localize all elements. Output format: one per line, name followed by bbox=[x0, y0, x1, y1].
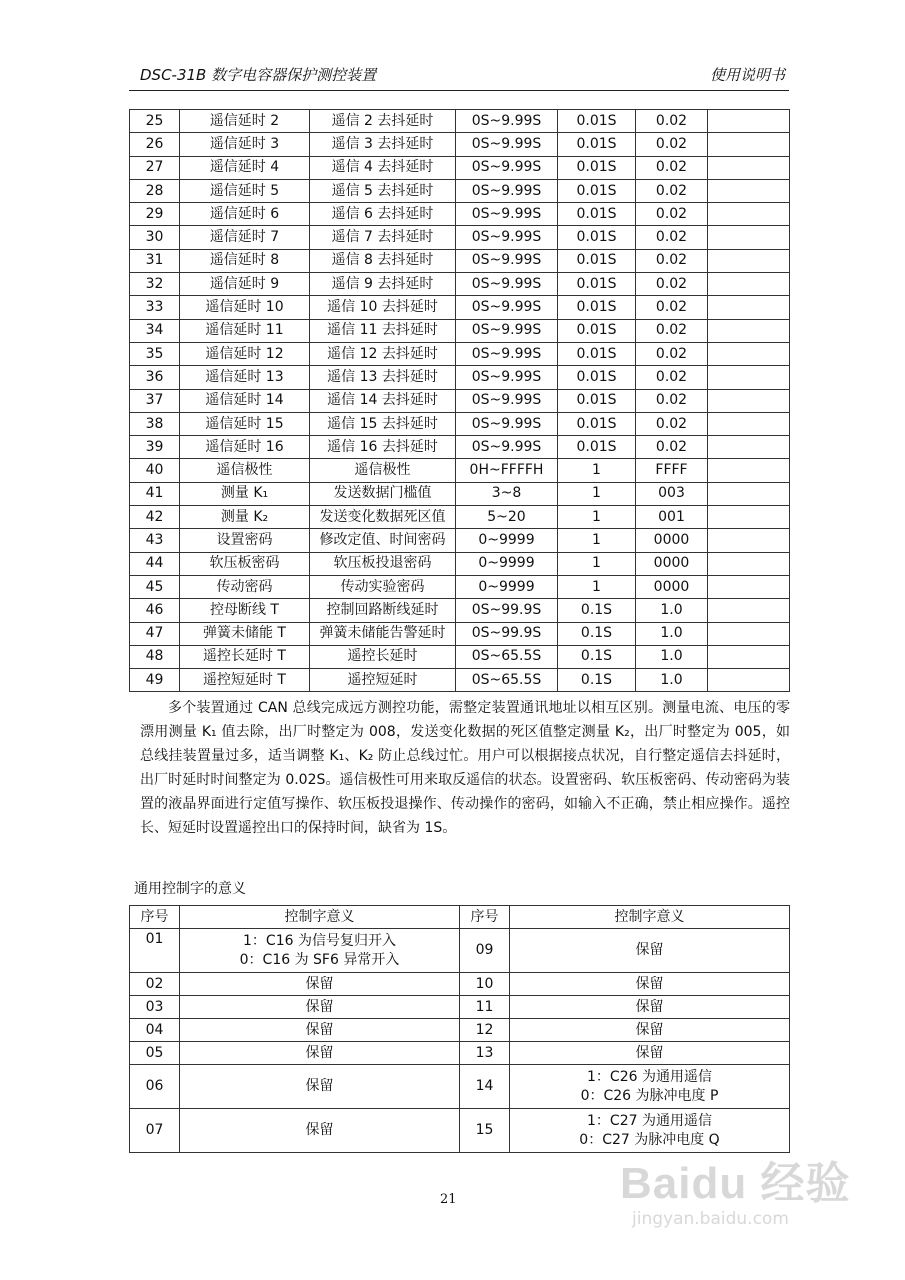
param-name: 遥控长延时 T bbox=[180, 645, 310, 668]
param-range: 0S~65.5S bbox=[456, 645, 558, 668]
meaning-line: 保留 bbox=[635, 975, 664, 992]
param-step: 1 bbox=[558, 552, 636, 575]
table-row bbox=[130, 1019, 790, 1042]
param-desc: 遥控长延时 bbox=[310, 645, 456, 668]
table-row bbox=[130, 996, 790, 1019]
param-no: 41 bbox=[130, 482, 180, 505]
param-range: 0~9999 bbox=[456, 529, 558, 552]
parameter-table bbox=[129, 109, 790, 692]
param-default: 0.02 bbox=[636, 389, 708, 412]
ctrl-meaning bbox=[180, 996, 460, 1019]
param-empty-cell bbox=[708, 482, 790, 505]
param-step: 0.1S bbox=[558, 669, 636, 692]
ctrl-meaning bbox=[180, 1109, 460, 1153]
param-no: 27 bbox=[130, 156, 180, 179]
param-no: 49 bbox=[130, 669, 180, 692]
param-default: 0.02 bbox=[636, 226, 708, 249]
param-empty-cell bbox=[708, 110, 790, 133]
param-step: 0.01S bbox=[558, 179, 636, 202]
param-empty-cell bbox=[708, 622, 790, 645]
param-default: 0.02 bbox=[636, 436, 708, 459]
param-name: 遥信延时 3 bbox=[180, 133, 310, 156]
param-step: 0.01S bbox=[558, 342, 636, 365]
param-default: 0000 bbox=[636, 529, 708, 552]
param-range: 0S~9.99S bbox=[456, 296, 558, 319]
param-step: 0.01S bbox=[558, 296, 636, 319]
table-row bbox=[130, 273, 790, 296]
ctrl-no: 07 bbox=[130, 1109, 180, 1153]
param-desc: 遥信 12 去抖延时 bbox=[310, 342, 456, 365]
param-range: 0H~FFFFH bbox=[456, 459, 558, 482]
param-no: 29 bbox=[130, 203, 180, 226]
param-desc: 遥信极性 bbox=[310, 459, 456, 482]
param-step: 0.01S bbox=[558, 319, 636, 342]
ctrl-no: 09 bbox=[460, 929, 510, 973]
param-step: 0.01S bbox=[558, 133, 636, 156]
param-name: 测量 K₁ bbox=[180, 482, 310, 505]
param-step: 0.01S bbox=[558, 389, 636, 412]
param-step: 1 bbox=[558, 529, 636, 552]
param-no: 48 bbox=[130, 645, 180, 668]
param-name: 遥信延时 11 bbox=[180, 319, 310, 342]
param-empty-cell bbox=[708, 645, 790, 668]
header-title: DSC-31B 数字电容器保护测控装置 bbox=[140, 66, 377, 84]
param-no: 43 bbox=[130, 529, 180, 552]
param-step: 0.01S bbox=[558, 412, 636, 435]
param-empty-cell bbox=[708, 575, 790, 598]
table-row bbox=[130, 436, 790, 459]
param-range: 0S~9.99S bbox=[456, 110, 558, 133]
param-default: 0.02 bbox=[636, 342, 708, 365]
watermark-url: jingyan.baidu.com bbox=[632, 1209, 789, 1229]
table-row bbox=[130, 296, 790, 319]
param-name: 遥信延时 8 bbox=[180, 249, 310, 272]
header-no-1: 序号 bbox=[130, 906, 180, 929]
control-word-table bbox=[129, 905, 790, 1153]
header-meaning-2: 控制字意义 bbox=[510, 906, 790, 929]
param-range: 0S~9.99S bbox=[456, 226, 558, 249]
ctrl-meaning bbox=[180, 973, 460, 996]
ctrl-no: 03 bbox=[130, 996, 180, 1019]
param-no: 38 bbox=[130, 412, 180, 435]
param-default: 0.02 bbox=[636, 133, 708, 156]
table-row bbox=[130, 389, 790, 412]
param-name: 遥信延时 7 bbox=[180, 226, 310, 249]
param-range: 0S~65.5S bbox=[456, 669, 558, 692]
param-range: 0S~9.99S bbox=[456, 319, 558, 342]
param-empty-cell bbox=[708, 156, 790, 179]
param-step: 0.01S bbox=[558, 203, 636, 226]
param-name: 遥信延时 5 bbox=[180, 179, 310, 202]
param-no: 42 bbox=[130, 506, 180, 529]
ctrl-meaning bbox=[510, 996, 790, 1019]
ctrl-meaning bbox=[510, 929, 790, 973]
ctrl-no: 06 bbox=[130, 1065, 180, 1109]
param-default: 1.0 bbox=[636, 669, 708, 692]
param-empty-cell bbox=[708, 459, 790, 482]
param-no: 47 bbox=[130, 622, 180, 645]
param-no: 40 bbox=[130, 459, 180, 482]
table-row bbox=[130, 1042, 790, 1065]
meaning-line: 保留 bbox=[635, 1021, 664, 1038]
param-range: 0S~9.99S bbox=[456, 249, 558, 272]
param-desc: 遥信 16 去抖延时 bbox=[310, 436, 456, 459]
param-name: 遥控短延时 T bbox=[180, 669, 310, 692]
param-desc: 遥信 4 去抖延时 bbox=[310, 156, 456, 179]
table-row bbox=[130, 645, 790, 668]
param-no: 44 bbox=[130, 552, 180, 575]
param-empty-cell bbox=[708, 412, 790, 435]
table-row bbox=[130, 599, 790, 622]
param-desc: 遥信 9 去抖延时 bbox=[310, 273, 456, 296]
param-default: 003 bbox=[636, 482, 708, 505]
param-range: 0~9999 bbox=[456, 575, 558, 598]
param-no: 39 bbox=[130, 436, 180, 459]
header-meaning-1: 控制字意义 bbox=[180, 906, 460, 929]
param-range: 0S~9.99S bbox=[456, 366, 558, 389]
param-step: 0.01S bbox=[558, 156, 636, 179]
param-no: 35 bbox=[130, 342, 180, 365]
param-desc: 遥控短延时 bbox=[310, 669, 456, 692]
ctrl-meaning bbox=[510, 1109, 790, 1153]
param-name: 遥信延时 16 bbox=[180, 436, 310, 459]
param-no: 31 bbox=[130, 249, 180, 272]
param-default: 0.02 bbox=[636, 179, 708, 202]
table-row bbox=[130, 179, 790, 202]
param-name: 遥信延时 14 bbox=[180, 389, 310, 412]
param-no: 37 bbox=[130, 389, 180, 412]
param-name: 遥信极性 bbox=[180, 459, 310, 482]
param-name: 遥信延时 9 bbox=[180, 273, 310, 296]
table-row bbox=[130, 366, 790, 389]
param-empty-cell bbox=[708, 203, 790, 226]
table-row bbox=[130, 156, 790, 179]
param-range: 0S~9.99S bbox=[456, 179, 558, 202]
table-row bbox=[130, 342, 790, 365]
header-doc-type: 使用说明书 bbox=[709, 66, 785, 84]
param-empty-cell bbox=[708, 342, 790, 365]
param-name: 软压板密码 bbox=[180, 552, 310, 575]
header-divider bbox=[129, 90, 789, 91]
param-default: 0.02 bbox=[636, 203, 708, 226]
param-step: 0.01S bbox=[558, 249, 636, 272]
meaning-line: 0：C16 为 SF6 异常开入 bbox=[239, 951, 400, 968]
param-name: 设置密码 bbox=[180, 529, 310, 552]
param-range: 5~20 bbox=[456, 506, 558, 529]
meaning-line: 保留 bbox=[305, 998, 334, 1015]
table-row bbox=[130, 622, 790, 645]
table-row bbox=[130, 929, 790, 973]
param-name: 控母断线 T bbox=[180, 599, 310, 622]
param-step: 0.1S bbox=[558, 645, 636, 668]
meaning-line: 保留 bbox=[305, 1078, 334, 1094]
param-no: 34 bbox=[130, 319, 180, 342]
param-step: 0.01S bbox=[558, 273, 636, 296]
meaning-line: 保留 bbox=[305, 1044, 334, 1061]
param-no: 25 bbox=[130, 110, 180, 133]
param-step: 1 bbox=[558, 482, 636, 505]
table-row bbox=[130, 1065, 790, 1109]
table-row bbox=[130, 249, 790, 272]
param-step: 0.1S bbox=[558, 622, 636, 645]
param-desc: 遥信 11 去抖延时 bbox=[310, 319, 456, 342]
param-empty-cell bbox=[708, 599, 790, 622]
param-default: 1.0 bbox=[636, 645, 708, 668]
param-empty-cell bbox=[708, 506, 790, 529]
table-row bbox=[130, 226, 790, 249]
param-desc: 遥信 3 去抖延时 bbox=[310, 133, 456, 156]
paragraph-text: 多个装置通过 CAN 总线完成远方测控功能，需整定装置通讯地址以相互区别。测量电流、电压的零漂用测量 K₁ 值去除，出厂时整定为 008，发送变化数据的死区值整定测量 K₂，出厂时整定为 005，如总线挂装置量过多，适当调整 K₁、K₂ 防止总线过忙。用户可以根据接点状况，自行整定遥信去抖延时，出厂时延时时间整定为 0.02S。遥信极性可用来取反遥信的状态。设置密码、软压板密码、传动密码为装置的液晶界面进行定值写操作、软压板投退操作、传动操作的密码，如输入不正确，禁止相应操作。遥控长、短延时设置遥控出口的保持时间，缺省为 1S。 bbox=[140, 700, 790, 836]
table-row bbox=[130, 973, 790, 996]
param-name: 遥信延时 13 bbox=[180, 366, 310, 389]
ctrl-no: 02 bbox=[130, 973, 180, 996]
param-desc: 软压板投退密码 bbox=[310, 552, 456, 575]
meaning-line: 保留 bbox=[305, 1021, 334, 1038]
meaning-line: 保留 bbox=[635, 998, 664, 1015]
param-empty-cell bbox=[708, 366, 790, 389]
header-no-2: 序号 bbox=[460, 906, 510, 929]
ctrl-meaning bbox=[180, 929, 460, 973]
meaning-line: 保留 bbox=[635, 1044, 664, 1061]
param-desc: 遥信 13 去抖延时 bbox=[310, 366, 456, 389]
meaning-line: 保留 bbox=[305, 1122, 334, 1138]
param-no: 46 bbox=[130, 599, 180, 622]
ctrl-no: 10 bbox=[460, 973, 510, 996]
ctrl-no: 05 bbox=[130, 1042, 180, 1065]
param-empty-cell bbox=[708, 226, 790, 249]
param-default: 0.02 bbox=[636, 273, 708, 296]
param-range: 0~9999 bbox=[456, 552, 558, 575]
param-step: 1 bbox=[558, 459, 636, 482]
param-range: 3~8 bbox=[456, 482, 558, 505]
param-range: 0S~9.99S bbox=[456, 436, 558, 459]
param-default: 0.02 bbox=[636, 249, 708, 272]
param-range: 0S~9.99S bbox=[456, 273, 558, 296]
param-step: 1 bbox=[558, 506, 636, 529]
param-desc: 遥信 8 去抖延时 bbox=[310, 249, 456, 272]
param-empty-cell bbox=[708, 669, 790, 692]
param-desc: 遥信 10 去抖延时 bbox=[310, 296, 456, 319]
param-empty-cell bbox=[708, 249, 790, 272]
table-row bbox=[130, 412, 790, 435]
param-name: 遥信延时 10 bbox=[180, 296, 310, 319]
param-desc: 遥信 6 去抖延时 bbox=[310, 203, 456, 226]
meaning-line: 1：C26 为通用遥信 bbox=[587, 1068, 712, 1085]
table-row bbox=[130, 529, 790, 552]
param-desc: 遥信 7 去抖延时 bbox=[310, 226, 456, 249]
meaning-line: 保留 bbox=[305, 975, 334, 992]
param-default: 0.02 bbox=[636, 366, 708, 389]
page-number: 21 bbox=[440, 1192, 457, 1207]
watermark-logo: Baidu 经验 bbox=[620, 1159, 851, 1208]
param-default: 1.0 bbox=[636, 622, 708, 645]
ctrl-no: 13 bbox=[460, 1042, 510, 1065]
meaning-line: 0：C26 为脉冲电度 P bbox=[580, 1087, 719, 1104]
param-default: FFFF bbox=[636, 459, 708, 482]
table-row bbox=[130, 506, 790, 529]
param-default: 0.02 bbox=[636, 296, 708, 319]
ctrl-meaning bbox=[510, 973, 790, 996]
table-row bbox=[130, 482, 790, 505]
param-name: 遥信延时 4 bbox=[180, 156, 310, 179]
ctrl-meaning bbox=[180, 1065, 460, 1109]
param-default: 0.02 bbox=[636, 156, 708, 179]
param-empty-cell bbox=[708, 273, 790, 296]
watermark bbox=[620, 1160, 850, 1230]
param-desc: 发送数据门槛值 bbox=[310, 482, 456, 505]
param-range: 0S~9.99S bbox=[456, 133, 558, 156]
description-paragraph bbox=[140, 696, 790, 840]
param-desc: 遥信 5 去抖延时 bbox=[310, 179, 456, 202]
param-range: 0S~9.99S bbox=[456, 203, 558, 226]
table-row bbox=[130, 459, 790, 482]
ctrl-no: 12 bbox=[460, 1019, 510, 1042]
ctrl-meaning bbox=[510, 1019, 790, 1042]
param-no: 28 bbox=[130, 179, 180, 202]
param-default: 1.0 bbox=[636, 599, 708, 622]
param-no: 26 bbox=[130, 133, 180, 156]
ctrl-meaning bbox=[510, 1065, 790, 1109]
param-name: 遥信延时 15 bbox=[180, 412, 310, 435]
control-word-caption: 通用控制字的意义 bbox=[134, 881, 246, 897]
param-range: 0S~99.9S bbox=[456, 599, 558, 622]
param-name: 遥信延时 12 bbox=[180, 342, 310, 365]
param-empty-cell bbox=[708, 319, 790, 342]
param-default: 0.02 bbox=[636, 412, 708, 435]
table-row bbox=[130, 575, 790, 598]
meaning-line: 1：C16 为信号复归开入 bbox=[243, 932, 396, 949]
param-desc: 发送变化数据死区值 bbox=[310, 506, 456, 529]
param-step: 0.01S bbox=[558, 226, 636, 249]
control-word-header-row bbox=[130, 906, 790, 929]
param-desc: 遥信 14 去抖延时 bbox=[310, 389, 456, 412]
table-row bbox=[130, 669, 790, 692]
param-desc: 修改定值、时间密码 bbox=[310, 529, 456, 552]
param-empty-cell bbox=[708, 552, 790, 575]
table-row bbox=[130, 203, 790, 226]
ctrl-meaning bbox=[180, 1042, 460, 1065]
param-default: 0.02 bbox=[636, 319, 708, 342]
param-range: 0S~9.99S bbox=[456, 412, 558, 435]
param-no: 45 bbox=[130, 575, 180, 598]
param-default: 0.02 bbox=[636, 110, 708, 133]
param-range: 0S~9.99S bbox=[456, 342, 558, 365]
param-empty-cell bbox=[708, 529, 790, 552]
param-step: 0.01S bbox=[558, 110, 636, 133]
table-row bbox=[130, 110, 790, 133]
param-empty-cell bbox=[708, 133, 790, 156]
param-default: 001 bbox=[636, 506, 708, 529]
param-desc: 遥信 15 去抖延时 bbox=[310, 412, 456, 435]
table-row bbox=[130, 1109, 790, 1153]
ctrl-no: 15 bbox=[460, 1109, 510, 1153]
param-range: 0S~99.9S bbox=[456, 622, 558, 645]
ctrl-meaning bbox=[510, 1042, 790, 1065]
param-default: 0000 bbox=[636, 552, 708, 575]
param-step: 0.1S bbox=[558, 599, 636, 622]
param-no: 32 bbox=[130, 273, 180, 296]
param-no: 30 bbox=[130, 226, 180, 249]
ctrl-no: 01 bbox=[130, 929, 180, 973]
meaning-line: 0：C27 为脉冲电度 Q bbox=[579, 1131, 720, 1148]
param-no: 36 bbox=[130, 366, 180, 389]
meaning-line: 保留 bbox=[635, 942, 664, 958]
param-no: 33 bbox=[130, 296, 180, 319]
param-name: 遥信延时 6 bbox=[180, 203, 310, 226]
param-desc: 控制回路断线延时 bbox=[310, 599, 456, 622]
param-name: 测量 K₂ bbox=[180, 506, 310, 529]
param-range: 0S~9.99S bbox=[456, 389, 558, 412]
param-name: 遥信延时 2 bbox=[180, 110, 310, 133]
param-default: 0000 bbox=[636, 575, 708, 598]
param-step: 0.01S bbox=[558, 366, 636, 389]
table-row bbox=[130, 319, 790, 342]
param-step: 1 bbox=[558, 575, 636, 598]
meaning-line: 1：C27 为通用遥信 bbox=[587, 1112, 712, 1129]
param-name: 弹簧未储能 T bbox=[180, 622, 310, 645]
param-desc: 传动实验密码 bbox=[310, 575, 456, 598]
param-empty-cell bbox=[708, 436, 790, 459]
param-desc: 遥信 2 去抖延时 bbox=[310, 110, 456, 133]
ctrl-no: 04 bbox=[130, 1019, 180, 1042]
ctrl-no: 11 bbox=[460, 996, 510, 1019]
table-row bbox=[130, 552, 790, 575]
param-empty-cell bbox=[708, 296, 790, 319]
param-empty-cell bbox=[708, 179, 790, 202]
ctrl-no: 14 bbox=[460, 1065, 510, 1109]
param-step: 0.01S bbox=[558, 436, 636, 459]
param-range: 0S~9.99S bbox=[456, 156, 558, 179]
param-empty-cell bbox=[708, 389, 790, 412]
param-name: 传动密码 bbox=[180, 575, 310, 598]
ctrl-meaning bbox=[180, 1019, 460, 1042]
table-row bbox=[130, 133, 790, 156]
param-desc: 弹簧未储能告警延时 bbox=[310, 622, 456, 645]
